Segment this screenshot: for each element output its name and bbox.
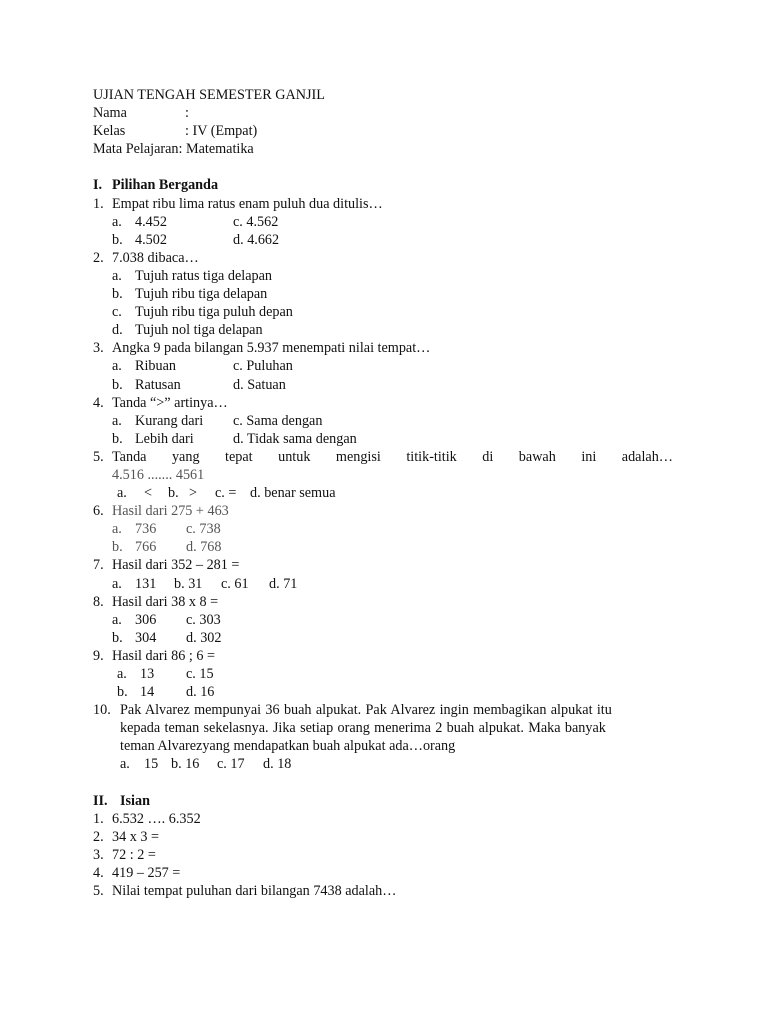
option-text: d. Tidak sama dengan: [233, 430, 357, 447]
option-text: c. Puluhan: [233, 358, 293, 375]
option-text: 131: [135, 575, 157, 592]
option-row: [93, 520, 675, 538]
item-number: 2.: [93, 828, 104, 845]
kelas-label: Kelas: [93, 123, 126, 140]
option-row: [93, 755, 675, 773]
word: tepat: [225, 448, 253, 465]
item-text: 6.532 …. 6.352: [112, 810, 201, 827]
option-letter: a.: [112, 213, 122, 230]
option-text: b. 16: [171, 756, 200, 773]
question-text: Hasil dari 38 x 8 =: [112, 593, 219, 610]
question-number: 1.: [93, 195, 104, 212]
question-number: 3.: [93, 340, 104, 357]
item-number: 5.: [93, 883, 104, 900]
option-letter: a.: [117, 666, 127, 682]
question: [93, 502, 675, 520]
question-number: 4.: [93, 394, 104, 411]
option-letter: a.: [112, 611, 122, 628]
option-text: 4.502: [135, 231, 167, 248]
section-title: Isian: [120, 792, 150, 809]
option-text: 4.452: [135, 213, 167, 230]
question: [93, 593, 675, 611]
option-row: [93, 430, 675, 448]
section-heading: [93, 792, 675, 810]
option-text: d. 18: [263, 756, 292, 773]
question: [93, 249, 675, 267]
question-number: 7.: [93, 557, 104, 574]
option-row: [93, 357, 675, 375]
option-row: [93, 285, 675, 303]
option-row: [93, 303, 675, 321]
option-letter: c.: [112, 304, 122, 321]
option-text: 306: [135, 611, 157, 628]
section-heading: [93, 176, 675, 194]
question-text: Empat ribu lima ratus enam puluh dua ditulis…: [112, 195, 383, 212]
option-text: 766: [135, 539, 157, 556]
kelas-value: : IV (Empat): [185, 123, 258, 140]
question-number: 5.: [93, 448, 104, 465]
option-text: Tujuh ratus tiga delapan: [135, 267, 272, 284]
option-text: c. 61: [221, 575, 249, 592]
word: mengisi: [335, 448, 381, 465]
item-text: 72 : 2 =: [112, 846, 156, 863]
comparison-expression: 4.516 ....... 4561: [112, 466, 205, 483]
question-text: kepada teman sekelasnya. Jika setiap orang menerima 2 buah alpukat. Maka banyak: [120, 720, 606, 737]
question: [93, 339, 675, 357]
option-row: [93, 321, 675, 339]
option-text: d. 71: [269, 575, 298, 592]
option-text: 736: [135, 521, 157, 538]
option-text: 15: [144, 756, 159, 773]
option-text: Kurang dari: [135, 412, 204, 429]
question-continuation: [93, 737, 675, 755]
option-letter: a.: [112, 358, 122, 375]
kelas-row: [93, 122, 675, 140]
question-number: 8.: [93, 593, 104, 610]
word: adalah…: [621, 448, 673, 465]
option-letter: b.: [112, 231, 123, 248]
isian-item: [93, 810, 675, 828]
option-text: Lebih dari: [135, 430, 194, 447]
option-text: d. 4.662: [233, 231, 280, 248]
option-row: [93, 376, 675, 394]
question-continuation: [93, 719, 675, 737]
option-text: d. Satuan: [233, 376, 286, 393]
word: Tanda: [112, 448, 147, 465]
mata-pelajaran: Mata Pelajaran: Matematika: [93, 141, 254, 158]
option-letter: b.: [112, 629, 123, 646]
option-text: Ribuan: [135, 358, 176, 375]
question: [93, 701, 675, 719]
word: untuk: [278, 448, 311, 465]
option-row: [93, 538, 675, 556]
option-text: c. 4.562: [233, 213, 279, 230]
exam-document: [93, 86, 675, 900]
isian-item: [93, 846, 675, 864]
option-letter: b.: [117, 684, 128, 701]
question-text: Hasil dari 86 ; 6 =: [112, 647, 215, 664]
option-text: <: [144, 485, 153, 502]
option-text: Tujuh ribu tiga puluh depan: [135, 304, 293, 321]
isian-item: [93, 864, 675, 882]
option-letter: b.: [112, 539, 123, 556]
option-letter: b.: [168, 485, 179, 502]
option-letter: b.: [112, 376, 123, 393]
nama-row: [93, 104, 675, 122]
item-text: 419 – 257 =: [112, 865, 181, 882]
word: yang: [171, 448, 200, 465]
question-number: 2.: [93, 249, 104, 266]
option-text: c. 303: [186, 611, 221, 628]
isian-item: [93, 828, 675, 846]
word: ini: [581, 448, 597, 465]
question: [93, 647, 675, 665]
option-letter: a.: [117, 485, 127, 502]
item-number: 3.: [93, 846, 104, 863]
option-letter: d.: [112, 322, 123, 339]
item-number: 4.: [93, 865, 104, 882]
option-text: d. 302: [186, 629, 222, 646]
question: [93, 195, 675, 213]
option-text: d. benar semua: [250, 485, 336, 502]
question-text: Hasil dari 275 + 463: [112, 503, 229, 520]
nama-value: :: [185, 105, 189, 122]
option-text: 304: [135, 629, 157, 646]
option-text: c. 738: [186, 521, 221, 538]
question-text: Hasil dari 352 – 281 =: [112, 557, 240, 574]
question: [93, 556, 675, 574]
question-number: 9.: [93, 647, 104, 664]
section-number: I.: [93, 177, 103, 194]
section-title: Pilihan Berganda: [112, 177, 219, 194]
option-letter: b.: [112, 430, 123, 447]
option-text: 13: [140, 666, 155, 682]
option-text: b. 31: [174, 575, 203, 592]
option-row: [93, 665, 675, 683]
option-text: Ratusan: [135, 376, 181, 393]
item-text: Nilai tempat puluhan dari bilangan 7438 adalah…: [112, 883, 397, 900]
option-text: Tujuh ribu tiga delapan: [135, 286, 268, 303]
word: di: [482, 448, 494, 465]
question-text: Angka 9 pada bilangan 5.937 menempati nilai tempat…: [112, 340, 431, 357]
option-letter: a.: [112, 575, 122, 592]
option-text: c. 15: [186, 666, 214, 682]
option-row: [93, 575, 675, 593]
exam-title: UJIAN TENGAH SEMESTER GANJIL: [93, 87, 325, 103]
question-text: [112, 448, 673, 466]
option-row: [93, 267, 675, 285]
option-row: [93, 484, 675, 502]
spacer: [93, 774, 675, 792]
nama-label: Nama: [93, 105, 127, 122]
option-text: >: [189, 485, 198, 502]
option-row: [93, 412, 675, 430]
option-text: c. Sama dengan: [233, 412, 323, 429]
section-number: II.: [93, 792, 108, 809]
option-letter: a.: [120, 756, 130, 773]
option-row: [93, 231, 675, 249]
question-text: Pak Alvarez mempunyai 36 buah alpukat. Pak Alvarez ingin membagikan alpukat itu: [120, 702, 612, 719]
question: [93, 448, 675, 466]
option-row: [93, 629, 675, 647]
option-row: [93, 611, 675, 629]
question: [93, 394, 675, 412]
question-text: teman Alvarezyang mendapatkan buah alpukat ada…orang: [120, 738, 456, 755]
option-letter: a.: [112, 267, 122, 284]
option-row: [93, 683, 675, 701]
option-text: c. 17: [217, 756, 245, 773]
question-text: 7.038 dibaca…: [112, 249, 199, 266]
option-letter: b.: [112, 286, 123, 303]
isian-item: [93, 882, 675, 900]
option-letter: a.: [112, 412, 122, 429]
word: titik-titik: [406, 448, 457, 465]
item-text: 34 x 3 =: [112, 828, 160, 845]
option-letter: a.: [112, 521, 122, 538]
option-row: [93, 213, 675, 231]
item-number: 1.: [93, 810, 104, 827]
question-number: 6.: [93, 503, 104, 520]
spacer: [93, 158, 675, 176]
option-text: d. 16: [186, 684, 215, 701]
word: bawah: [518, 448, 556, 465]
option-text: d. 768: [186, 539, 222, 556]
option-text: Tujuh nol tiga delapan: [135, 322, 263, 339]
option-text: c. =: [215, 485, 237, 502]
option-text: 14: [140, 684, 155, 701]
question-number: 10.: [93, 702, 111, 719]
question-subline: [93, 466, 675, 484]
question-text: Tanda “>” artinya…: [112, 394, 228, 411]
